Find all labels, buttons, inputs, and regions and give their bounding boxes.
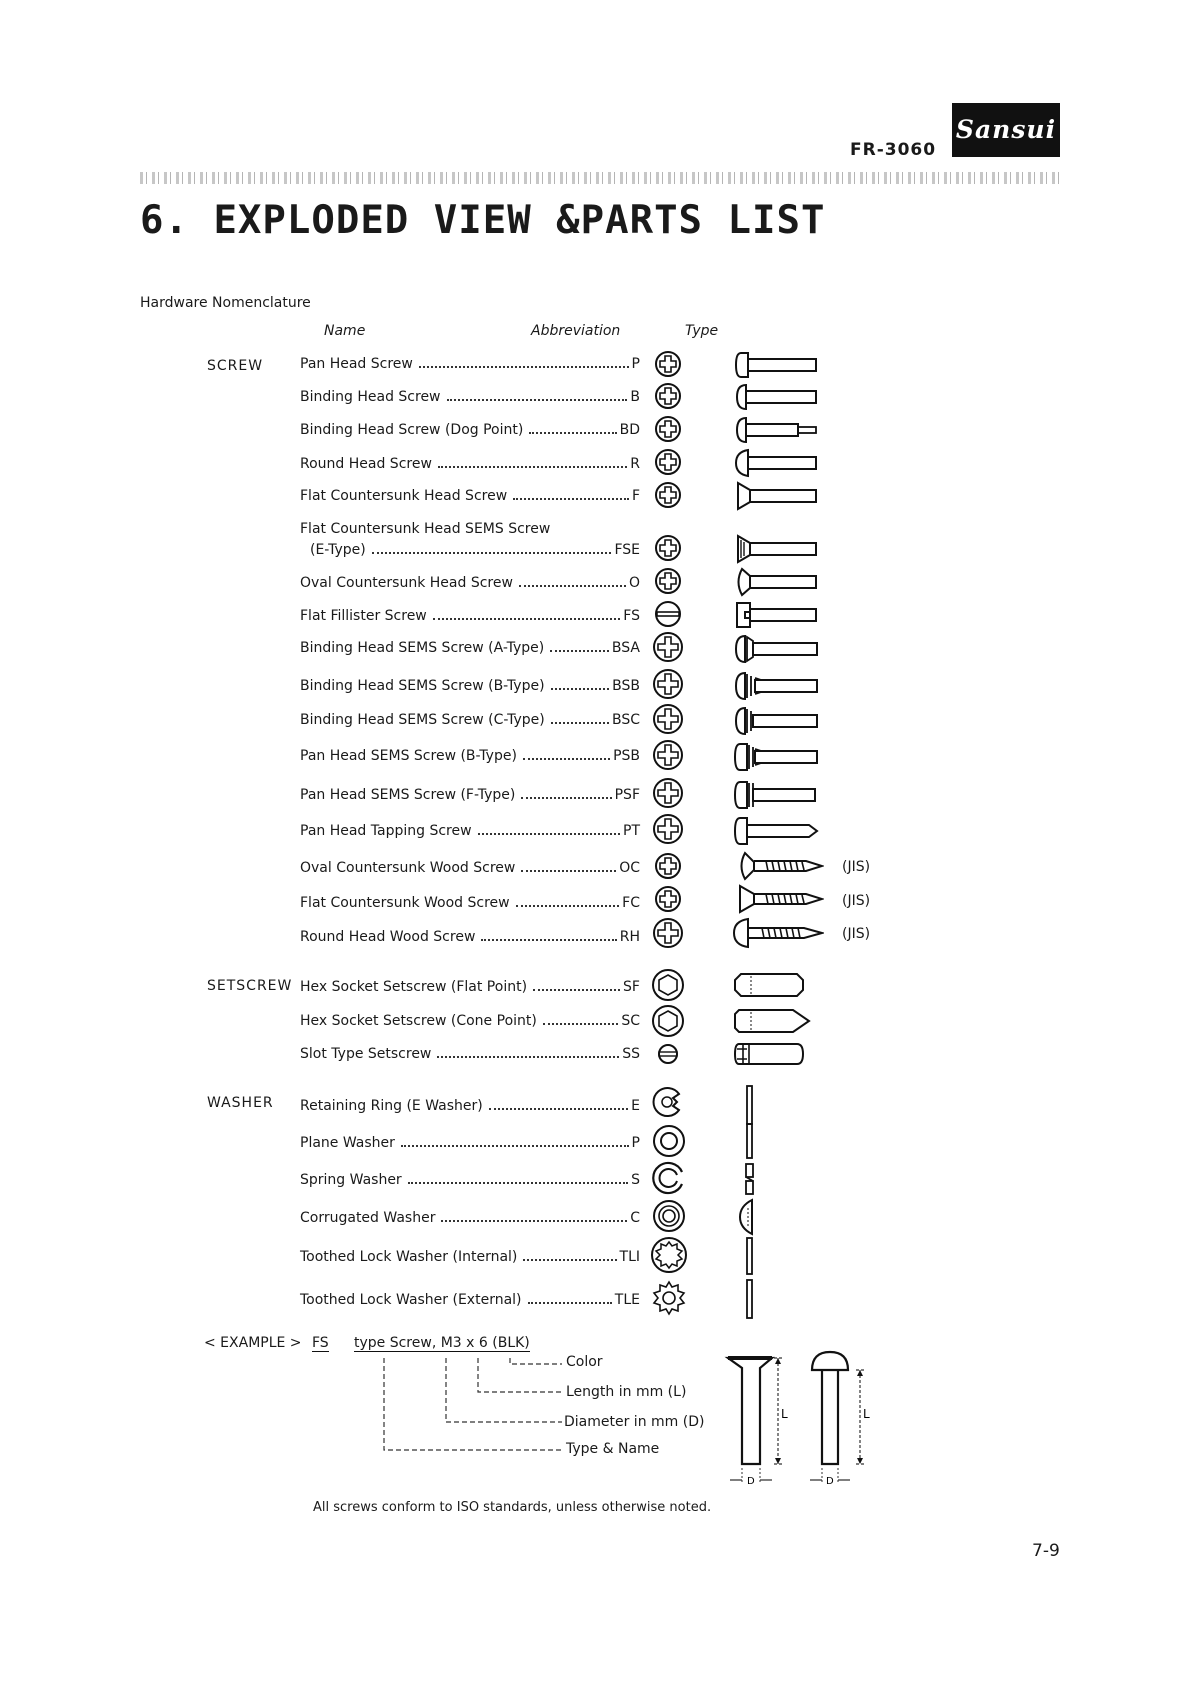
oval-wood-side-icon [736,851,824,881]
binding-sems-a-top-icon [652,631,684,663]
flat-countersunk-sems-top-icon [653,533,683,563]
plane-washer-side-icon [744,1122,756,1160]
pan-head-top-icon [653,349,683,379]
example-type-code: FS [312,1335,329,1351]
flat-countersunk-sems-side-icon [734,534,820,564]
washer-row-p: Plane Washer P [300,1135,640,1151]
flat-countersunk-side-icon [734,481,820,511]
screw-row-fs: Flat Fillister Screw FS [300,608,640,624]
flat-screw-dimension-diagram [720,1350,790,1495]
washer-row-tli: Toothed Lock Washer (Internal) TLI [300,1249,640,1265]
binding-sems-b-side-icon [733,670,821,702]
oval-countersunk-top-icon [653,566,683,596]
flat-screw-dim-d: D [747,1476,755,1487]
pan-sems-f-top-icon [652,777,684,809]
corrugated-washer-top-icon [652,1199,686,1233]
setscrew-row-sf: Hex Socket Setscrew (Flat Point) SF [300,979,640,995]
washer-row-e: Retaining Ring (E Washer) E [300,1098,640,1114]
screw-row-bd: Binding Head Screw (Dog Point) BD [300,422,640,438]
hex-socket-flat-side-icon [733,970,807,1000]
screw-row-pt: Pan Head Tapping Screw PT [300,823,640,839]
screw-row-fse: Flat Countersunk Head SEMS Screw (E-Type) FSE [300,521,640,558]
flat-screw-dim-l: L [781,1407,788,1421]
toothed-external-side-icon [744,1278,756,1320]
hex-socket-cone-top-icon [651,1004,685,1038]
toothed-internal-top-icon [650,1236,688,1274]
binding-sems-b-top-icon [652,668,684,700]
setscrew-row-ss: Slot Type Setscrew SS [300,1046,640,1062]
screw-row-p: Pan Head Screw P [300,356,640,372]
slot-setscrew-top-icon [656,1042,680,1066]
page-number: 7-9 [1032,1541,1060,1561]
washer-row-s: Spring Washer S [300,1172,640,1188]
round-wood-side-icon [732,917,824,949]
screw-row-rh: Round Head Wood Screw RH [300,929,640,945]
round-head-top-icon [653,447,683,477]
flat-countersunk-top-icon [653,480,683,510]
round-screw-dim-l: L [863,1407,870,1421]
screw-row-psb: Pan Head SEMS Screw (B-Type) PSB [300,748,640,764]
example-label: < EXAMPLE > [204,1335,302,1351]
setscrew-row-sc: Hex Socket Setscrew (Cone Point) SC [300,1013,640,1029]
page-title: 6. EXPLODED VIEW &PARTS LIST [140,198,826,243]
legend-type-name: Type & Name [566,1441,660,1457]
legend-color: Color [566,1354,603,1370]
legend-diameter: Diameter in mm (D) [564,1414,705,1430]
binding-sems-c-top-icon [652,703,684,735]
screw-row-psf: Pan Head SEMS Screw (F-Type) PSF [300,787,640,803]
brand-logo [952,103,1060,157]
binding-head-side-icon [734,382,820,412]
column-header-name: Name [324,323,366,339]
jis-note-fc: (JIS) [842,893,871,909]
iso-standard-note: All screws conform to ISO standards, unless otherwise noted. [313,1500,712,1515]
toothed-internal-side-icon [744,1236,756,1276]
pan-head-side-icon [734,350,820,380]
screw-row-b: Binding Head Screw B [300,389,640,405]
washer-row-tle: Toothed Lock Washer (External) TLE [300,1292,640,1308]
model-number: FR-3060 [850,140,937,160]
e-washer-top-icon [651,1084,687,1120]
screw-row-oc: Oval Countersunk Wood Screw OC [300,860,640,876]
screw-row-r: Round Head Screw R [300,456,640,472]
oval-countersunk-side-icon [734,567,820,597]
category-screw: SCREW [207,358,264,374]
round-screw-dimension-diagram [804,1348,874,1495]
pan-sems-f-side-icon [733,779,821,811]
flat-fillister-top-icon [653,599,683,629]
oval-wood-top-icon [653,851,683,881]
round-screw-dim-d: D [826,1476,834,1487]
pan-sems-b-top-icon [652,739,684,771]
category-washer: WASHER [207,1095,274,1111]
binding-sems-c-side-icon [733,705,821,737]
toothed-external-top-icon [651,1280,687,1316]
screw-row-bsb: Binding Head SEMS Screw (B-Type) BSB [300,678,640,694]
legend-length: Length in mm (L) [566,1384,687,1400]
example-part-spec: type Screw, M3 x 6 (BLK) [354,1335,530,1351]
spring-washer-side-icon [743,1162,757,1196]
screw-row-o: Oval Countersunk Head Screw O [300,575,640,591]
binding-sems-a-side-icon [733,633,821,665]
binding-dog-point-top-icon [653,414,683,444]
example-leader-lines [370,1350,570,1460]
slot-setscrew-side-icon [733,1041,807,1067]
category-setscrew: SETSCREW [207,978,293,994]
plane-washer-top-icon [652,1124,686,1158]
round-wood-top-icon [652,917,684,949]
jis-note-rh: (JIS) [842,926,871,942]
brand-logo-text: Sansui [955,115,1057,144]
column-header-type: Type [685,323,719,339]
corrugated-washer-side-icon [738,1198,758,1236]
binding-head-top-icon [653,381,683,411]
header-rule [140,172,1060,184]
section-subtitle: Hardware Nomenclature [140,295,311,311]
pan-tapping-side-icon [733,815,821,847]
flat-fillister-side-icon [734,600,820,630]
washer-row-c: Corrugated Washer C [300,1210,640,1226]
spring-washer-top-icon [652,1161,686,1195]
round-head-side-icon [734,448,820,478]
screw-row-f: Flat Countersunk Head Screw F [300,488,640,504]
flat-wood-side-icon [736,884,824,914]
pan-sems-b-side-icon [733,741,821,773]
hex-socket-cone-side-icon [733,1006,813,1036]
binding-dog-point-side-icon [734,415,820,445]
screw-row-fc: Flat Countersunk Wood Screw FC [300,895,640,911]
flat-wood-top-icon [653,884,683,914]
hex-socket-flat-top-icon [651,968,685,1002]
screw-row-bsc: Binding Head SEMS Screw (C-Type) BSC [300,712,640,728]
column-header-abbreviation: Abbreviation [531,323,621,339]
pan-tapping-top-icon [652,813,684,845]
e-washer-side-icon [744,1084,756,1126]
screw-row-bsa: Binding Head SEMS Screw (A-Type) BSA [300,640,640,656]
jis-note-oc: (JIS) [842,859,871,875]
